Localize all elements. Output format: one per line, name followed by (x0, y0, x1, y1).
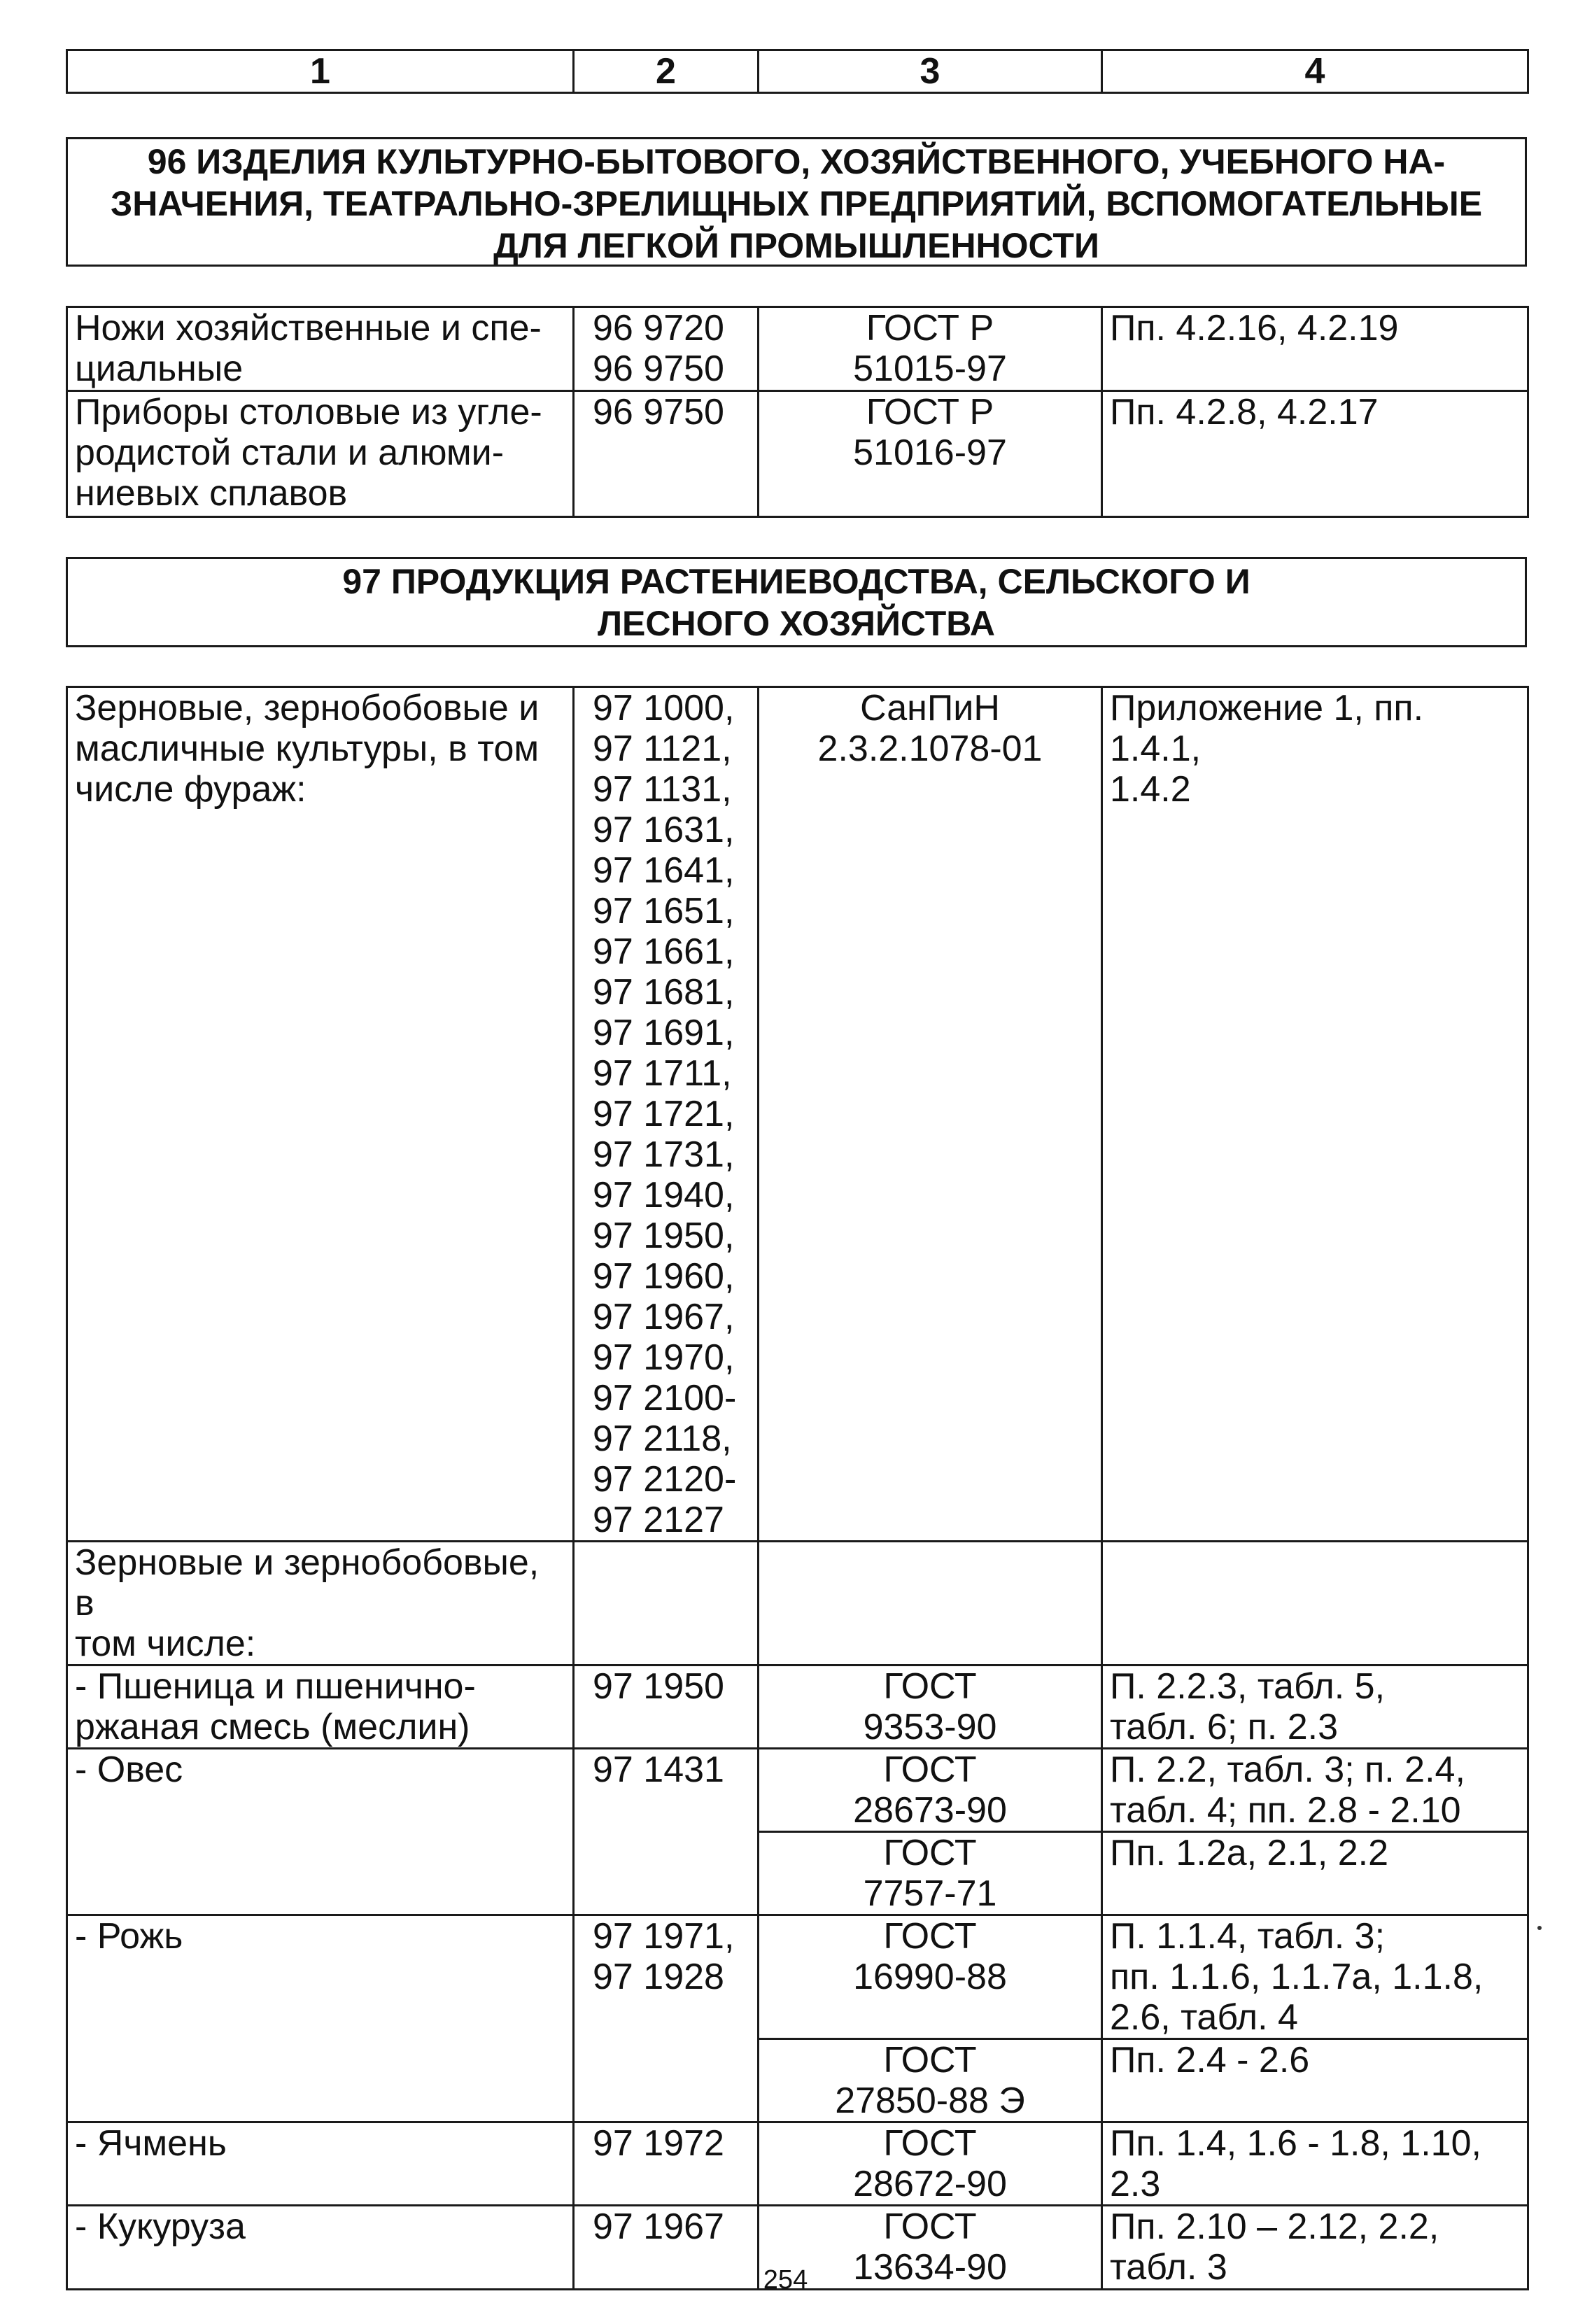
code-cell (574, 1542, 759, 1665)
product-cell: Зерновые и зернобобовые, в том числе: (67, 1542, 574, 1665)
code-cell: 96 9750 (574, 391, 759, 517)
reference-cell: П. 2.2, табл. 3; п. 2.4, табл. 4; пп. 2.8 - 2.10 (1102, 1749, 1528, 1832)
standard-cell: ГОСТ 16990-88 (759, 1915, 1102, 2039)
standard-cell (759, 1542, 1102, 1665)
code-cell: 97 1000, 97 1121, 97 1131, 97 1631, 97 1641, 97 1651, 97 1661, 97 1681, 97 1691, 97 1711, 97 1721, 97 1731, 97 1940, 97 1950, 97 1960, 97 1967, 97 1970, 97 2100- 97 2118, 97 2120- 97 2127 (574, 687, 759, 1542)
reference-cell: Пп. 2.4 - 2.6 (1102, 2039, 1528, 2122)
reference-cell: Пп. 4.2.8, 4.2.17 (1102, 391, 1528, 517)
standard-cell: ГОСТ 28672-90 (759, 2122, 1102, 2206)
section-97-title: 97 ПРОДУКЦИЯ РАСТЕНИЕВОДСТВА, СЕЛЬСКОГО И ЛЕСНОГО ХОЗЯЙСТВА (66, 557, 1527, 647)
page-number: 254 (763, 2265, 808, 2295)
reference-cell (1102, 1542, 1528, 1665)
code-cell: 97 1950 (574, 1665, 759, 1749)
table-row (67, 307, 1528, 391)
product-cell: - Пшеница и пшенично- ржаная смесь (меслин) (67, 1665, 574, 1749)
table-row (67, 1915, 1528, 2039)
column-header-4: 4 (1102, 50, 1528, 93)
product-cell: - Овес (67, 1749, 574, 1915)
reference-cell: П. 2.2.3, табл. 5, табл. 6; п. 2.3 (1102, 1665, 1528, 1749)
section-96-title: 96 ИЗДЕЛИЯ КУЛЬТУРНО-БЫТОВОГО, ХОЗЯЙСТВЕННОГО, УЧЕБНОГО НА- ЗНАЧЕНИЯ, ТЕАТРАЛЬНО-ЗРЕЛИЩНЫХ ПРЕДПРИЯТИЙ, ВСПОМОГАТЕЛЬНЫЕ ДЛЯ ЛЕГКОЙ ПРОМЫШЛЕННОСТИ (66, 137, 1527, 267)
table-row (67, 391, 1528, 517)
code-cell: 97 1971, 97 1928 (574, 1915, 759, 2122)
section-97-table (66, 686, 1529, 2290)
product-cell: - Кукуруза (67, 2206, 574, 2290)
code-cell: 97 1967 (574, 2206, 759, 2290)
product-cell: Ножи хозяйственные и спе- циальные (67, 307, 574, 391)
column-header-2: 2 (574, 50, 759, 93)
table-row (67, 1542, 1528, 1665)
column-header-3: 3 (759, 50, 1102, 93)
reference-cell: Приложение 1, пп. 1.4.1, 1.4.2 (1102, 687, 1528, 1542)
column-header-table (66, 49, 1529, 94)
reference-cell: Пп. 2.10 – 2.12, 2.2, табл. 3 (1102, 2206, 1528, 2290)
reference-cell: Пп. 4.2.16, 4.2.19 (1102, 307, 1528, 391)
column-header-1: 1 (67, 50, 574, 93)
code-cell: 96 9720 96 9750 (574, 307, 759, 391)
standard-cell: ГОСТ Р 51016-97 (759, 391, 1102, 517)
table-row (67, 2122, 1528, 2206)
table-row (67, 687, 1528, 1542)
reference-cell: П. 1.1.4, табл. 3; пп. 1.1.6, 1.1.7а, 1.1.8, 2.6, табл. 4 (1102, 1915, 1528, 2039)
standard-cell: ГОСТ 27850-88 Э (759, 2039, 1102, 2122)
standard-cell: ГОСТ 7757-71 (759, 1832, 1102, 1915)
product-cell: - Рожь (67, 1915, 574, 2122)
standard-cell: ГОСТ 9353-90 (759, 1665, 1102, 1749)
scan-speck (1537, 1926, 1542, 1930)
standard-cell: ГОСТ 28673-90 (759, 1749, 1102, 1832)
table-row (67, 1665, 1528, 1749)
code-cell: 97 1431 (574, 1749, 759, 1915)
reference-cell: Пп. 1.4, 1.6 - 1.8, 1.10, 2.3 (1102, 2122, 1528, 2206)
reference-cell: Пп. 1.2а, 2.1, 2.2 (1102, 1832, 1528, 1915)
product-cell: - Ячмень (67, 2122, 574, 2206)
standard-cell: СанПиН 2.3.2.1078-01 (759, 687, 1102, 1542)
standard-cell: ГОСТ 13634-90 (759, 2206, 1102, 2290)
product-cell: Приборы столовые из угле- родистой стали и алюми- ниевых сплавов (67, 391, 574, 517)
code-cell: 97 1972 (574, 2122, 759, 2206)
product-cell: Зерновые, зернобобовые и масличные культуры, в том числе фураж: (67, 687, 574, 1542)
section-96-table (66, 306, 1529, 518)
table-row (67, 1749, 1528, 1832)
standard-cell: ГОСТ Р 51015-97 (759, 307, 1102, 391)
